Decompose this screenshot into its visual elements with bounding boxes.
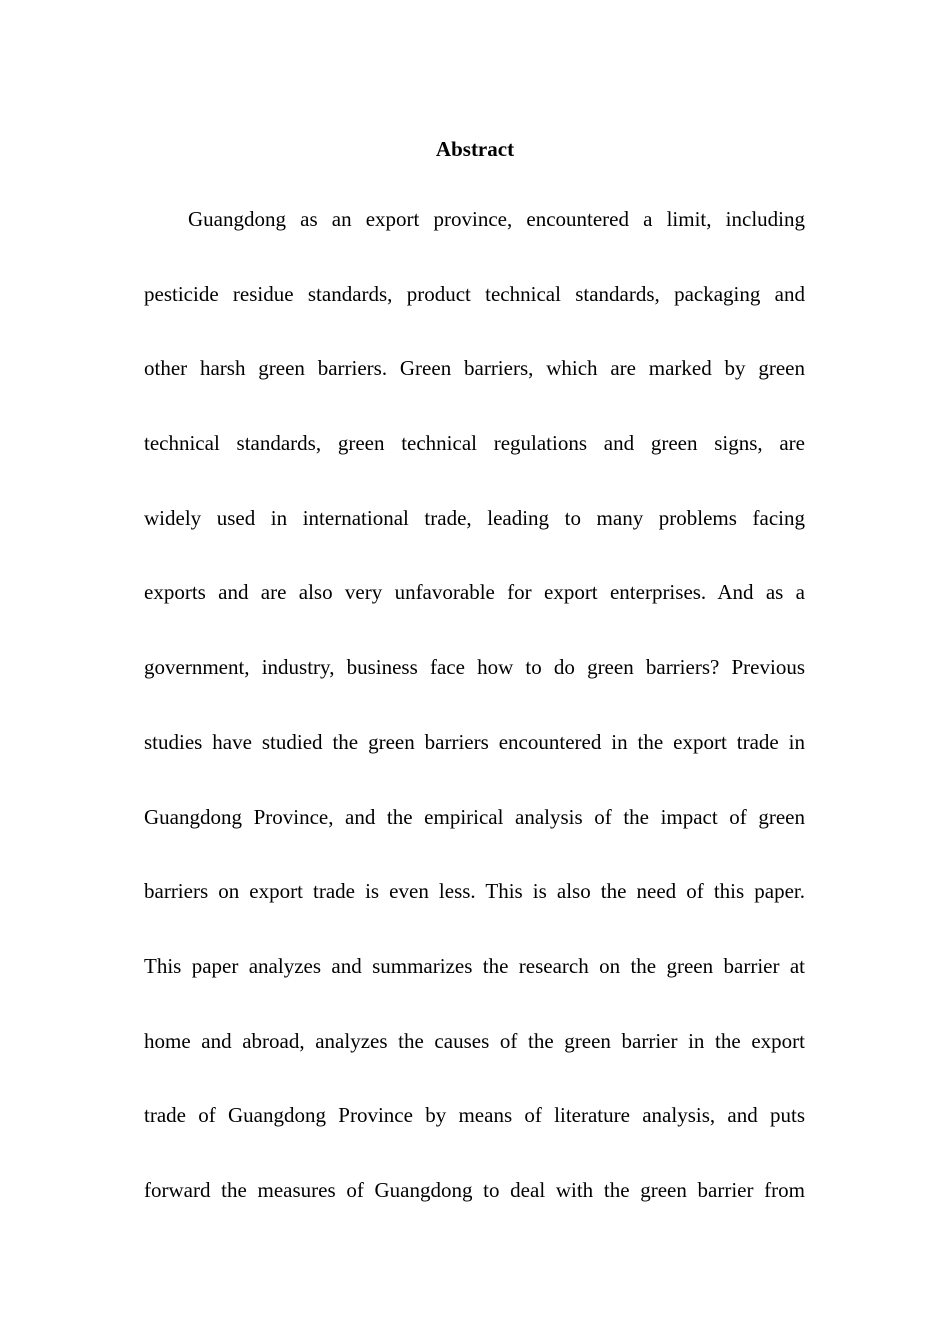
abstract-line: pesticide residue standards, product technical standards, packaging and <box>144 281 805 306</box>
abstract-line: other harsh green barriers. Green barriers, which are marked by green <box>144 356 805 381</box>
abstract-line: studies have studied the green barriers encountered in the export trade in <box>144 729 805 754</box>
abstract-line: exports and are also very unfavorable for export enterprises. And as a <box>144 580 805 605</box>
abstract-line: home and abroad, analyzes the causes of the green barrier in the export <box>144 1028 805 1053</box>
abstract-line: This paper analyzes and summarizes the research on the green barrier at <box>144 953 805 978</box>
abstract-line: Guangdong Province, and the empirical analysis of the impact of green <box>144 804 805 829</box>
abstract-line: trade of Guangdong Province by means of literature analysis, and puts <box>144 1103 805 1128</box>
abstract-line: widely used in international trade, leading to many problems facing <box>144 505 805 530</box>
abstract-heading: Abstract <box>435 137 515 161</box>
abstract-line: technical standards, green technical regulations and green signs, are <box>144 431 805 456</box>
abstract-line: forward the measures of Guangdong to deal with the green barrier from <box>144 1177 805 1202</box>
abstract-body <box>144 196 805 1242</box>
abstract-line: government, industry, business face how to do green barriers? Previous <box>144 655 805 680</box>
abstract-line: barriers on export trade is even less. This is also the need of this paper. <box>144 879 805 904</box>
abstract-line: Guangdong as an export province, encountered a limit, including <box>188 207 805 231</box>
